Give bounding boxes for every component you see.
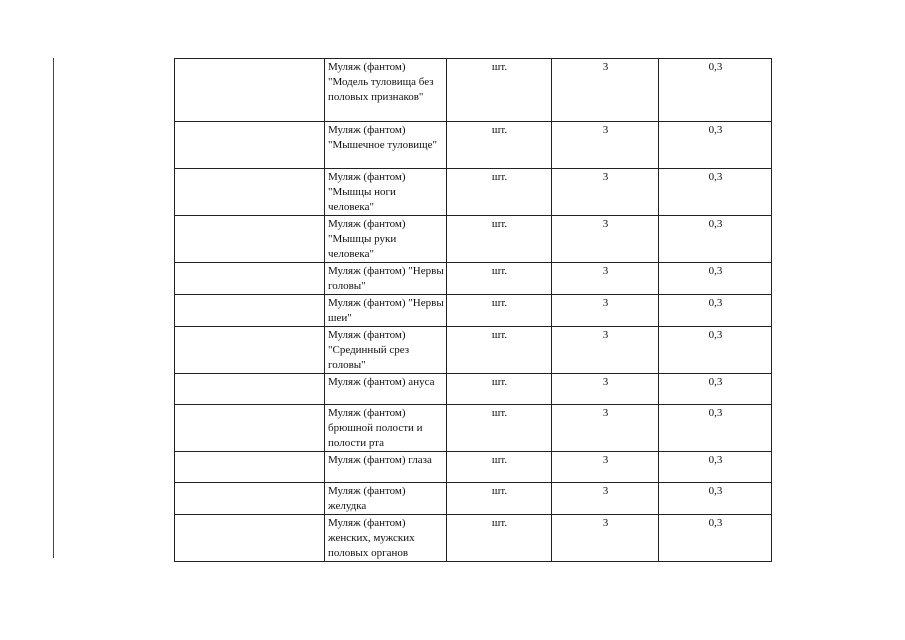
item-name-cell: Муляж (фантом) женских, мужских половых органов	[325, 515, 447, 562]
unit-cell: шт.	[447, 515, 552, 562]
item-name-cell: Муляж (фантом) брюшной полости и полости рта	[325, 405, 447, 452]
quantity-cell: 3	[552, 169, 659, 216]
value-cell: 0,3	[659, 483, 772, 515]
empty-cell	[175, 295, 325, 327]
value-cell: 0,3	[659, 327, 772, 374]
empty-cell	[175, 263, 325, 295]
empty-cell	[175, 122, 325, 169]
unit-cell: шт.	[447, 374, 552, 405]
quantity-cell: 3	[552, 263, 659, 295]
quantity-cell: 3	[552, 122, 659, 169]
quantity-cell: 3	[552, 515, 659, 562]
empty-cell	[175, 515, 325, 562]
unit-cell: шт.	[447, 216, 552, 263]
value-cell: 0,3	[659, 169, 772, 216]
item-name-cell: Муляж (фантом) глаза	[325, 452, 447, 483]
unit-cell: шт.	[447, 169, 552, 216]
value-cell: 0,3	[659, 216, 772, 263]
quantity-cell: 3	[552, 295, 659, 327]
item-name-cell: Муляж (фантом) "Нервы головы"	[325, 263, 447, 295]
quantity-cell: 3	[552, 59, 659, 122]
quantity-cell: 3	[552, 374, 659, 405]
table-row	[175, 263, 772, 295]
value-cell: 0,3	[659, 374, 772, 405]
quantity-cell: 3	[552, 405, 659, 452]
value-cell: 0,3	[659, 405, 772, 452]
empty-cell	[175, 59, 325, 122]
table-row	[175, 515, 772, 562]
unit-cell: шт.	[447, 405, 552, 452]
table-row	[175, 295, 772, 327]
table-row	[175, 59, 772, 122]
equipment-table	[174, 58, 772, 562]
value-cell: 0,3	[659, 263, 772, 295]
item-name-cell: Муляж (фантом) "Мышечное туловище"	[325, 122, 447, 169]
item-name-cell: Муляж (фантом) желудка	[325, 483, 447, 515]
table-row	[175, 169, 772, 216]
quantity-cell: 3	[552, 216, 659, 263]
empty-cell	[175, 327, 325, 374]
quantity-cell: 3	[552, 452, 659, 483]
empty-cell	[175, 374, 325, 405]
table-row	[175, 483, 772, 515]
table-row	[175, 327, 772, 374]
unit-cell: шт.	[447, 122, 552, 169]
empty-cell	[175, 405, 325, 452]
value-cell: 0,3	[659, 59, 772, 122]
empty-cell	[175, 216, 325, 263]
value-cell: 0,3	[659, 452, 772, 483]
unit-cell: шт.	[447, 263, 552, 295]
empty-cell	[175, 452, 325, 483]
unit-cell: шт.	[447, 327, 552, 374]
item-name-cell: Муляж (фантом) "Срединный срез головы"	[325, 327, 447, 374]
table-row	[175, 216, 772, 263]
unit-cell: шт.	[447, 59, 552, 122]
table-row	[175, 122, 772, 169]
item-name-cell: Муляж (фантом) "Модель туловища без половых признаков"	[325, 59, 447, 122]
unit-cell: шт.	[447, 295, 552, 327]
unit-cell: шт.	[447, 483, 552, 515]
value-cell: 0,3	[659, 515, 772, 562]
item-name-cell: Муляж (фантом) "Нервы шеи"	[325, 295, 447, 327]
item-name-cell: Муляж (фантом) "Мышцы руки человека"	[325, 216, 447, 263]
quantity-cell: 3	[552, 483, 659, 515]
left-margin-line	[53, 58, 54, 558]
table-row	[175, 452, 772, 483]
value-cell: 0,3	[659, 295, 772, 327]
item-name-cell: Муляж (фантом) ануса	[325, 374, 447, 405]
quantity-cell: 3	[552, 327, 659, 374]
empty-cell	[175, 483, 325, 515]
empty-cell	[175, 169, 325, 216]
item-name-cell: Муляж (фантом) "Мышцы ноги человека"	[325, 169, 447, 216]
unit-cell: шт.	[447, 452, 552, 483]
value-cell: 0,3	[659, 122, 772, 169]
table-row	[175, 405, 772, 452]
table-row	[175, 374, 772, 405]
